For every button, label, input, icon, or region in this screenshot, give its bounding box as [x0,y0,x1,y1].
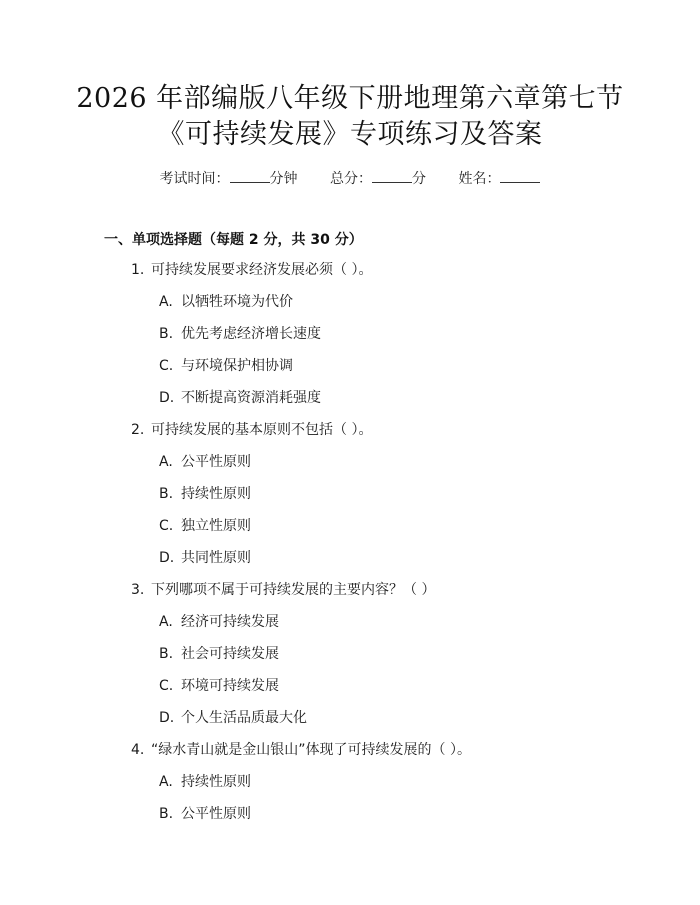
question-number: 4. [131,742,145,758]
option-letter: A. [159,454,173,470]
option-3a [159,612,279,632]
option-letter: C. [159,518,174,534]
option-letter: D. [159,710,175,726]
question-number: 1. [131,262,145,278]
option-text: 持续性原则 [181,774,251,790]
document-title-line-2: 《可持续发展》专项练习及答案 [157,119,543,150]
option-4a [159,772,251,792]
question-text: “绿水青山就是金山银山”体现了可持续发展的（ ）。 [151,742,471,758]
exam-time-unit: 分钟 [269,171,298,187]
option-text: 优先考虑经济增长速度 [181,326,321,342]
exam-time-blank [230,168,270,183]
exam-time-field [160,168,298,189]
exam-info-bar [0,168,700,189]
option-1a [159,292,293,312]
option-text: 以牺牲环境为代价 [181,294,293,310]
question-text: 可持续发展的基本原则不包括（ ）。 [151,422,373,438]
option-text: 与环境保护相协调 [181,358,293,374]
option-text: 独立性原则 [181,518,251,534]
option-1b [159,324,321,344]
option-text: 个人生活品质最大化 [181,710,307,726]
total-score-blank [372,168,412,183]
option-letter: D. [159,390,175,406]
student-name-blank [500,168,540,183]
total-score-label: 总分： [330,171,372,187]
question-4 [131,740,471,760]
option-1c [159,356,293,376]
total-score-unit: 分 [412,171,426,187]
option-letter: B. [159,326,174,342]
option-letter: A. [159,294,173,310]
option-3b [159,644,279,664]
option-letter: C. [159,358,174,374]
option-text: 持续性原则 [181,486,251,502]
question-1 [131,260,372,280]
option-1d [159,388,321,408]
option-letter: D. [159,550,175,566]
student-name-field [458,168,540,189]
option-3d [159,708,307,728]
question-number: 3. [131,582,145,598]
option-text: 经济可持续发展 [181,614,279,630]
option-text: 社会可持续发展 [181,646,279,662]
option-text: 环境可持续发展 [181,678,279,694]
option-letter: A. [159,774,173,790]
option-letter: B. [159,486,174,502]
option-letter: B. [159,646,174,662]
option-text: 不断提高资源消耗强度 [181,390,321,406]
option-4b [159,804,251,824]
option-letter: C. [159,678,174,694]
option-2b [159,484,251,504]
question-text: 可持续发展要求经济发展必须（ ）。 [151,262,373,278]
question-text: 下列哪项不属于可持续发展的主要内容？（ ） [151,582,436,598]
option-2c [159,516,251,536]
option-text: 公平性原则 [181,806,251,822]
option-text: 公平性原则 [181,454,251,470]
option-letter: B. [159,806,174,822]
option-2d [159,548,251,568]
section-heading: 一、单项选择题（每题 2 分，共 30 分） [104,232,363,248]
option-2a [159,452,251,472]
option-letter: A. [159,614,173,630]
option-3c [159,676,279,696]
document-title-line-1: 2026 年部编版八年级下册地理第六章第七节 [76,83,624,114]
exam-time-label: 考试时间： [159,171,230,187]
question-number: 2. [131,422,145,438]
question-2 [131,420,372,440]
option-text: 共同性原则 [181,550,251,566]
student-name-label: 姓名： [458,171,501,187]
total-score-field [330,168,426,189]
question-3 [131,580,435,600]
